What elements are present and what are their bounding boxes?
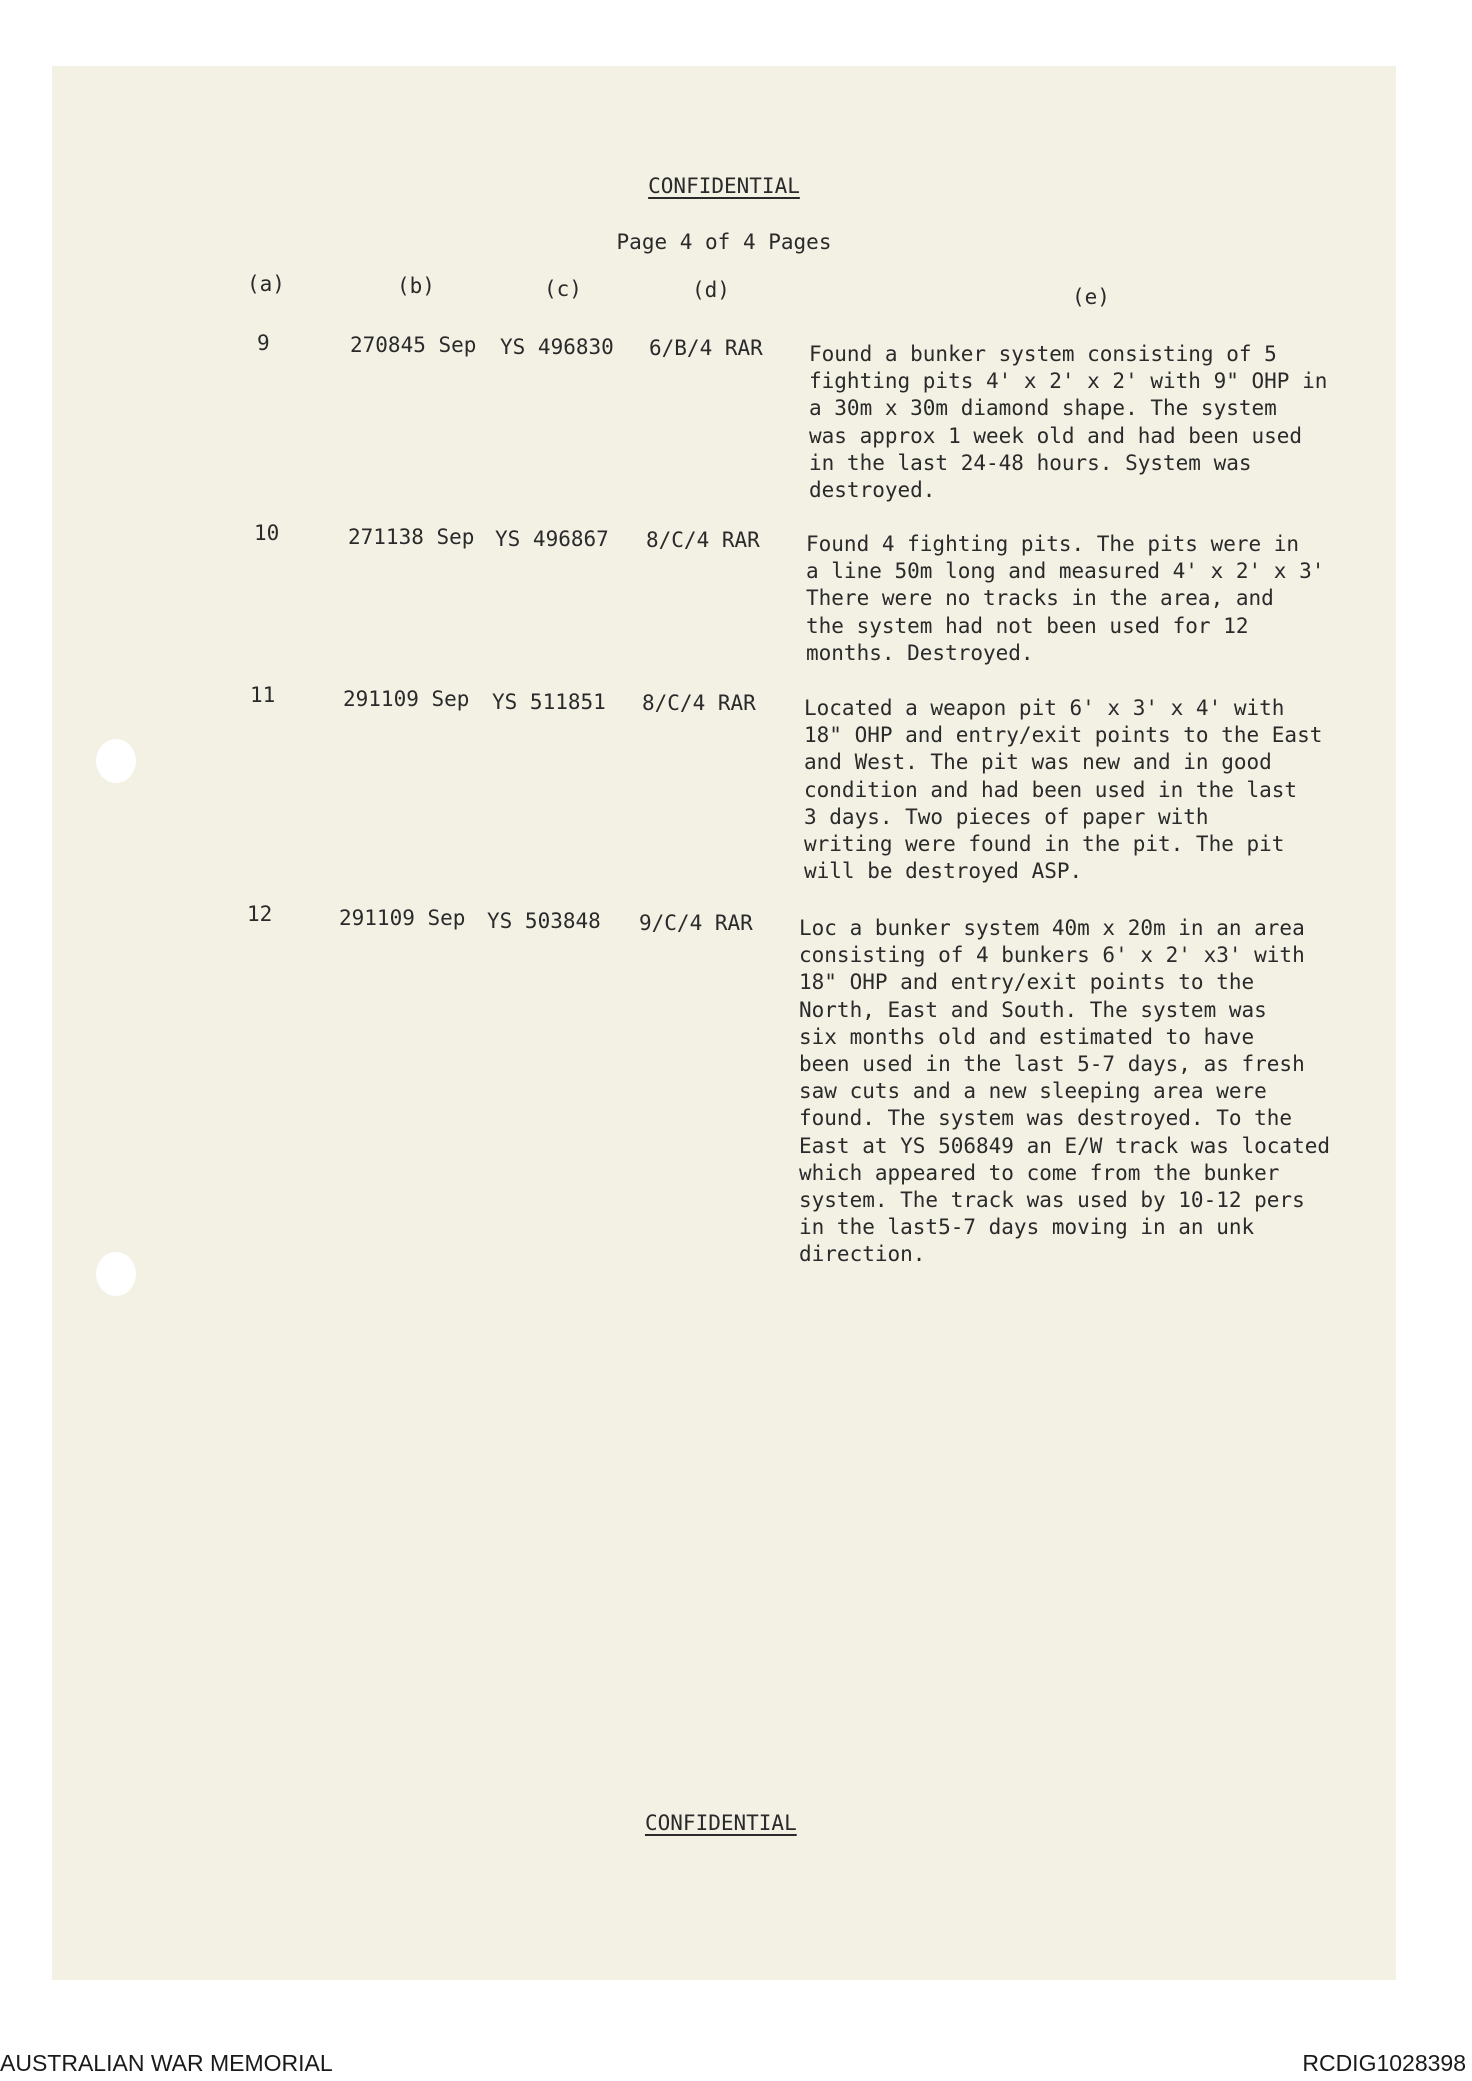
- row-description: Found 4 fighting pits. The pits were in a line 50m long and measured 4' x 2' x 3' There were no tracks in the area, and the system had not been used for 12 months. Destroyed.: [806, 532, 1325, 665]
- row-unit: 8/C/4 RAR: [646, 528, 760, 552]
- archive-credit: AUSTRALIAN WAR MEMORIAL: [0, 2050, 333, 2076]
- row-dtg: 271138 Sep: [348, 525, 475, 549]
- row-grid-ref: YS 511851: [492, 690, 606, 714]
- archive-reference: RCDIG1028398: [1302, 2050, 1466, 2076]
- row-unit: 6/B/4 RAR: [649, 336, 763, 360]
- row-description: Located a weapon pit 6' x 3' x 4' with 18" OHP and entry/exit points to the East and West. The pit was new and in good condition and had been used in the last 3 days. Two pieces of paper with writing were found in the pit. The pit will be destroyed ASP.: [804, 696, 1323, 884]
- row-serial: 12: [247, 902, 273, 926]
- row-grid-ref: YS 503848: [487, 909, 601, 933]
- classification-footer: CONFIDENTIAL: [645, 1811, 797, 1835]
- row-grid-ref: YS 496867: [495, 527, 609, 551]
- column-header-d: (d): [692, 278, 730, 302]
- row-dtg: 291109 Sep: [339, 906, 466, 930]
- row-unit: 8/C/4 RAR: [642, 691, 756, 715]
- column-header-a: (a): [247, 272, 285, 296]
- row-description: Loc a bunker system 40m x 20m in an area consisting of 4 bunkers 6' x 2' x3' with 18" OHP and entry/exit points to the North, East and South. The system was six months old and estimated to have been used in the last 5-7 days, as fresh saw cuts and a new sleeping area were found. The system was destroyed. To the East at YS 506849 an E/W track was located which appeared to come from the bunker system. The track was used by 10-12 pers in the last5-7 days moving in an unk direction.: [799, 916, 1331, 1267]
- row-serial: 9: [257, 331, 270, 355]
- row-description: Found a bunker system consisting of 5 fighting pits 4' x 2' x 2' with 9" OHP in a 30m x 30m diamond shape. The system was approx 1 week old and had been used in the last 24-48 hours. System was destroyed.: [809, 342, 1328, 503]
- row-unit: 9/C/4 RAR: [639, 911, 753, 935]
- classification-header: CONFIDENTIAL: [648, 174, 800, 198]
- row-serial: 11: [250, 683, 276, 707]
- page-number: Page 4 of 4 Pages: [616, 230, 832, 254]
- column-header-e: (e): [1072, 285, 1110, 309]
- column-header-b: (b): [397, 274, 435, 298]
- column-header-c: (c): [544, 277, 582, 301]
- row-dtg: 291109 Sep: [343, 687, 470, 711]
- row-grid-ref: YS 496830: [500, 335, 614, 359]
- row-dtg: 270845 Sep: [350, 333, 477, 357]
- punch-hole: [96, 1252, 136, 1296]
- row-serial: 10: [254, 521, 280, 545]
- punch-hole: [96, 739, 136, 783]
- document-page: [52, 66, 1396, 1980]
